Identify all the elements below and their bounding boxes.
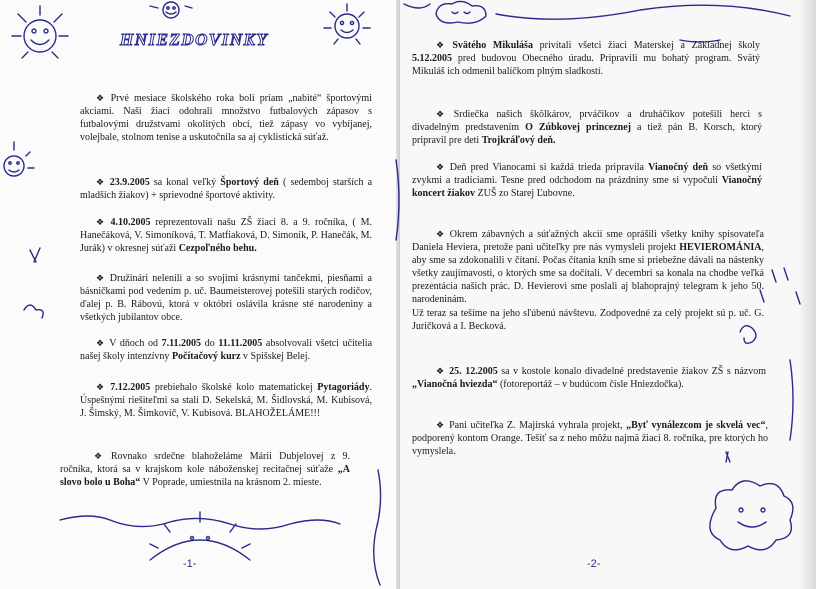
bullet-icon: ❖	[96, 273, 106, 283]
article-computer-course: ❖ V dňoch od 7.11.2005 do 11.11.2005 absolvovali všetci učitelia našej školy intenzívny Počítačový kurz v Spišskej Belej.	[80, 338, 373, 363]
bullet-icon: ❖	[436, 109, 450, 119]
bullet-icon: ❖	[96, 382, 107, 392]
bullet-icon: ❖	[436, 40, 449, 50]
bullet-icon: ❖	[436, 229, 446, 239]
article-sports-day: ❖ 23.9.2005 sa konal veľký Športový deň ( sedemboj starších a mladších žiakov) + sprievodné športové aktivity.	[80, 177, 373, 202]
bullet-icon: ❖	[436, 420, 446, 430]
article-christmas-day: ❖ Deň pred Vianocami si každá trieda pripravila Vianočný deň so všetkými zvykmi a tradíciami. Tesne pred odchodom na prázdniny sme si vypočuli Vianočný koncert žiakov ZUŠ zo Starej Ľubovne.	[412, 162, 762, 200]
right-page	[400, 0, 816, 589]
bullet-icon: ❖	[96, 177, 106, 187]
article-christmas-star: ❖ 25. 12.2005 sa v kostole konalo divadelné predstavenie žiakov ZŠ s názvom „Vianočná hviezda“ (fotoreportáž – v budúcom čísle Hniezdočka).	[412, 366, 766, 391]
page-number-right: -2-	[587, 558, 601, 570]
article-after-school-club: ❖ Družinári nelenili a so svojimi krásnymi tančekmi, piesňami a básničkami pod vedením p. uč. Baumeisterovej potešili starých rodičov, ďalej p. B. Rábovú, ktorá v októbri oslávila krásne sté narodeniny a všetkých jubilantov obce.	[80, 273, 372, 324]
article-inventor-project: ❖ Pani učiteľka Z. Majirská vyhrala projekt, „Byť vynálezcom je skvelá vec“, podporený kontom Orange. Tešíť sa z neho môžu najmä žiaci 8. ročníka, pre ktorých ho vymyslela.	[412, 420, 768, 458]
bullet-icon: ❖	[96, 93, 107, 103]
page-edge	[800, 0, 816, 589]
left-page	[0, 0, 400, 589]
article-theatre-show: ❖ Srdiečka našich škôlkárov, prváčikov a druháčikov potešili herci s divadelným predstavením O Zúbkovej princeznej a tiež pán B. Korsch, ktorý pripravil pre deti Trojkráľový deň.	[412, 109, 762, 147]
page-number-left: -1-	[183, 558, 197, 570]
bullet-icon: ❖	[94, 451, 107, 461]
article-hevieromania: ❖ Okrem zábavných a súťažných akcií sme oprášili všetky knihy spisovateľa Daniela Heviera, pretože pani učiteľky pre nás vymysleli projekt HEVIEROMÁNIA, aby sme sa zdokonalili v čítaní. Počas čítania kníh sme si priebežne dávali na nástenky všetky zaujímavosti, o ktorých sme sa dočítali. V decembri sa konala na chodbe veľká prezentácia našich prác. D. Hevierovi sme poslali aj blahoprajný telegram k jeho 50. narodeninám. Už teraz sa tešíme na jeho sľúbenú návštevu. Zodpovedné za celý projekt sú p. uč. G. Juričková a I. Becková.	[412, 229, 764, 332]
article-sports-months: ❖ Prvé mesiace školského roka boli priam „nabité“ športovými akciami. Naši žiaci odohrali množstvo futbalových zápasov s futbalovými družstvami okolitých obcí, tiež zápasy vo vybíjanej, volejbale, stolnom tenise a uskutočnila sa aj cyklistická súťaž.	[80, 93, 372, 144]
article-cross-country: ❖ 4.10.2005 reprezentovali našu ZŠ žiaci 8. a 9. ročníka, ( M. Hanečáková, V. Simoníková, T. Matfiaková, D. Simoník, P. Hanečák, M. Jurák) v okresnej súťaži Cezpoľného behu.	[80, 217, 372, 255]
bullet-icon: ❖	[96, 338, 106, 348]
article-recitation-contest: ❖ Rovnako srdečne blahoželáme Márii Dubjelovej z 9. ročníka, ktorá sa v krajskom kole náboženskej recitačnej súťaže „A slovo bolo u Boha“ V Poprade, umiestnila na krásnom 2. mieste.	[60, 451, 350, 489]
article-st-nicholas: ❖ Svätého Mikuláša privítali všetci žiaci Materskej a Základnej školy 5.12.2005 pred budovou Obecného úradu. Pripravili mu bohatý program. Svätý Mikuláš ich odmenil balíčkom plným sladkostí.	[412, 40, 761, 78]
article-pytagoriada: ❖ 7.12.2005 prebiehalo školské kolo matematickej Pytagoriády. Úspešnými riešiteľmi sa stali D. Sekelská, M. Šidlovská, M. Kubisová, J. Šimský, M. Šimkovič, V. Kubisová. BLAHOŽELÁME!!!	[80, 382, 372, 420]
bullet-icon: ❖	[436, 366, 446, 376]
newsletter-title: HNIEZDOVINKY	[120, 30, 269, 49]
bullet-icon: ❖	[96, 217, 107, 227]
bullet-icon: ❖	[436, 162, 446, 172]
